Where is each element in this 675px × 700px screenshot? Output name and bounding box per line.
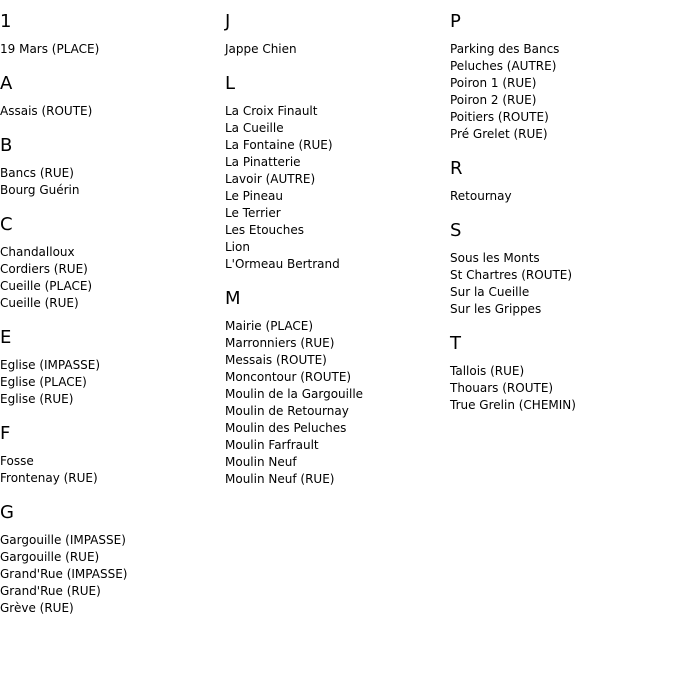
street-link[interactable]: Jappe Chien bbox=[225, 42, 297, 56]
letter-heading: B bbox=[0, 135, 13, 156]
street-link[interactable]: Le Terrier bbox=[225, 206, 281, 220]
street-link[interactable]: Moulin Farfrault bbox=[225, 438, 319, 452]
street-link[interactable]: L'Ormeau Bertrand bbox=[225, 257, 340, 271]
street-link[interactable]: Gargouille (RUE) bbox=[0, 550, 100, 564]
street-link[interactable]: La Pinatterie bbox=[225, 155, 301, 169]
street-list bbox=[225, 103, 450, 273]
street-link[interactable]: La Croix Finault bbox=[225, 104, 318, 118]
street-link[interactable]: Moncontour (ROUTE) bbox=[225, 370, 352, 384]
street-list bbox=[450, 188, 675, 205]
street-link[interactable]: Gargouille (IMPASSE) bbox=[0, 533, 126, 547]
street-link[interactable]: Chandalloux bbox=[0, 245, 75, 259]
street-list bbox=[450, 41, 675, 143]
letter-heading: G bbox=[0, 502, 14, 523]
letter-heading: C bbox=[0, 214, 13, 235]
street-link[interactable]: Fosse bbox=[0, 454, 34, 468]
street-list bbox=[0, 103, 225, 120]
street-link[interactable]: Thouars (ROUTE) bbox=[450, 381, 554, 395]
street-link[interactable]: Cueille (RUE) bbox=[0, 296, 79, 310]
letter-heading: 1 bbox=[0, 11, 12, 32]
letter-heading: M bbox=[225, 288, 241, 309]
street-list bbox=[450, 363, 675, 414]
letter-heading: T bbox=[450, 333, 461, 354]
street-link[interactable]: Moulin des Peluches bbox=[225, 421, 347, 435]
letter-group bbox=[0, 11, 225, 58]
street-link[interactable]: Marronniers (RUE) bbox=[225, 336, 335, 350]
letter-group bbox=[0, 135, 225, 199]
street-index-column-3 bbox=[450, 0, 675, 429]
street-list bbox=[0, 41, 225, 58]
street-list bbox=[0, 244, 225, 312]
street-link[interactable]: Eglise (IMPASSE) bbox=[0, 358, 101, 372]
letter-group bbox=[450, 11, 675, 143]
street-list bbox=[0, 453, 225, 487]
street-link[interactable]: Peluches (AUTRE) bbox=[450, 59, 557, 73]
letter-group bbox=[0, 327, 225, 408]
street-index-column-1 bbox=[0, 0, 225, 632]
street-link[interactable]: Frontenay (RUE) bbox=[0, 471, 98, 485]
letter-group bbox=[0, 502, 225, 617]
letter-group bbox=[0, 423, 225, 487]
letter-group bbox=[0, 73, 225, 120]
street-list bbox=[0, 357, 225, 408]
street-link[interactable]: Poiron 1 (RUE) bbox=[450, 76, 537, 90]
street-link[interactable]: Retournay bbox=[450, 189, 512, 203]
letter-heading: J bbox=[225, 11, 231, 32]
letter-heading: R bbox=[450, 158, 463, 179]
letter-group bbox=[450, 333, 675, 414]
street-link[interactable]: Poitiers (ROUTE) bbox=[450, 110, 549, 124]
street-link[interactable]: Tallois (RUE) bbox=[450, 364, 525, 378]
letter-group bbox=[225, 73, 450, 273]
letter-heading: P bbox=[450, 11, 461, 32]
street-link[interactable]: Mairie (PLACE) bbox=[225, 319, 314, 333]
street-link[interactable]: Les Etouches bbox=[225, 223, 304, 237]
street-link[interactable]: Moulin de Retournay bbox=[225, 404, 349, 418]
street-list bbox=[0, 165, 225, 199]
street-list bbox=[225, 318, 450, 488]
street-link[interactable]: True Grelin (CHEMIN) bbox=[450, 398, 576, 412]
street-link[interactable]: Grand'Rue (RUE) bbox=[0, 584, 101, 598]
street-link[interactable]: Parking des Bancs bbox=[450, 42, 560, 56]
street-link[interactable]: 19 Mars (PLACE) bbox=[0, 42, 100, 56]
letter-group bbox=[450, 220, 675, 318]
letter-heading: F bbox=[0, 423, 11, 444]
street-link[interactable]: Cordiers (RUE) bbox=[0, 262, 88, 276]
street-link[interactable]: Grève (RUE) bbox=[0, 601, 74, 615]
street-link[interactable]: La Cueille bbox=[225, 121, 284, 135]
street-link[interactable]: Lion bbox=[225, 240, 250, 254]
letter-heading: A bbox=[0, 73, 13, 94]
street-link[interactable]: Moulin de la Gargouille bbox=[225, 387, 364, 401]
street-index-column-2 bbox=[225, 0, 450, 503]
street-link[interactable]: Cueille (PLACE) bbox=[0, 279, 93, 293]
letter-heading: L bbox=[225, 73, 236, 94]
street-link[interactable]: Grand'Rue (IMPASSE) bbox=[0, 567, 128, 581]
letter-group bbox=[225, 288, 450, 488]
street-link[interactable]: Le Pineau bbox=[225, 189, 283, 203]
street-link[interactable]: Eglise (RUE) bbox=[0, 392, 74, 406]
letter-group bbox=[450, 158, 675, 205]
street-link[interactable]: St Chartres (ROUTE) bbox=[450, 268, 573, 282]
letter-heading: E bbox=[0, 327, 12, 348]
street-list bbox=[0, 532, 225, 617]
street-link[interactable]: Moulin Neuf (RUE) bbox=[225, 472, 335, 486]
letter-heading: S bbox=[450, 220, 462, 241]
street-link[interactable]: Assais (ROUTE) bbox=[0, 104, 93, 118]
street-link[interactable]: Eglise (PLACE) bbox=[0, 375, 87, 389]
street-link[interactable]: La Fontaine (RUE) bbox=[225, 138, 333, 152]
street-link[interactable]: Bourg Guérin bbox=[0, 183, 80, 197]
street-list bbox=[225, 41, 450, 58]
street-link[interactable]: Messais (ROUTE) bbox=[225, 353, 327, 367]
street-link[interactable]: Pré Grelet (RUE) bbox=[450, 127, 548, 141]
letter-group bbox=[0, 214, 225, 312]
street-link[interactable]: Sur la Cueille bbox=[450, 285, 530, 299]
street-link[interactable]: Lavoir (AUTRE) bbox=[225, 172, 316, 186]
street-link[interactable]: Poiron 2 (RUE) bbox=[450, 93, 537, 107]
letter-group bbox=[225, 11, 450, 58]
street-link[interactable]: Moulin Neuf bbox=[225, 455, 297, 469]
street-list bbox=[450, 250, 675, 318]
street-link[interactable]: Sous les Monts bbox=[450, 251, 540, 265]
street-link[interactable]: Bancs (RUE) bbox=[0, 166, 74, 180]
street-link[interactable]: Sur les Grippes bbox=[450, 302, 542, 316]
